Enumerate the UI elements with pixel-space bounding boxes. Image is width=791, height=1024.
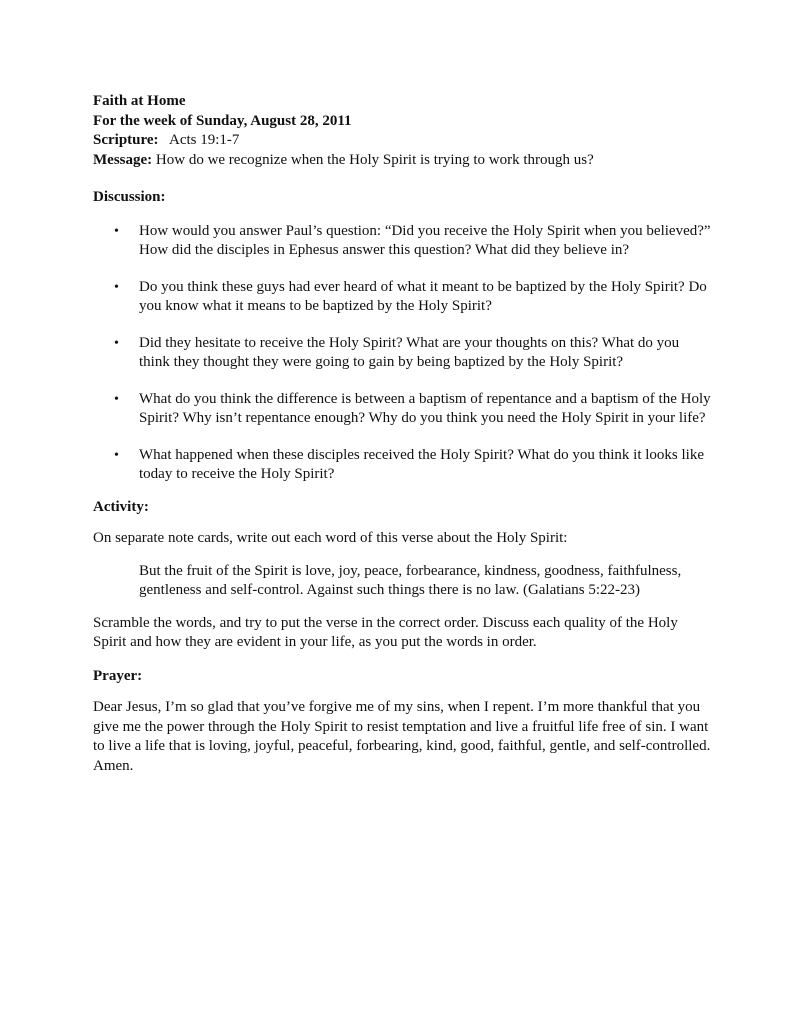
prayer-text: Dear Jesus, I’m so glad that you’ve forgive me of my sins, when I repent. I’m more thankful that you give me the power through the Holy Spirit to resist temptation and live a fruitful life free of sin. I want to live a life that is loving, joyful, peaceful, forbearing, kind, good, faithful, gentle, and self-controlled. Amen. xyxy=(93,699,711,774)
message-label: Message: xyxy=(93,151,153,168)
scripture-line xyxy=(93,131,713,151)
bullet-icon: • xyxy=(114,335,119,351)
verse-quote: But the fruit of the Spirit is love, joy, peace, forbearance, kindness, goodness, faithfulness, gentleness and self-control. Against such things there is no law. (Galatians 5:22-23) xyxy=(139,562,682,598)
activity-intro: On separate note cards, write out each word of this verse about the Holy Spirit: xyxy=(93,530,568,546)
prayer-heading: Prayer: xyxy=(93,667,143,684)
list-item xyxy=(93,390,713,429)
document-page xyxy=(93,92,713,776)
scripture-label: Scripture: xyxy=(93,132,159,148)
message-value: How do we recognize when the Holy Spirit is trying to work through us? xyxy=(155,151,594,168)
question-text: What happened when these disciples received the Holy Spirit? What do you think it looks like today to receive the Holy Spirit? xyxy=(139,446,705,482)
activity-heading: Activity: xyxy=(93,498,149,515)
message-line xyxy=(93,151,713,171)
bullet-icon: • xyxy=(114,447,119,463)
question-text: How would you answer Paul’s question: “Did you receive the Holy Spirit when you believed?” How did the disciples in Ephesus answer this question? What did they believe in? xyxy=(139,222,711,258)
bullet-icon: • xyxy=(114,391,119,407)
list-item xyxy=(93,222,713,261)
activity-instructions: Scramble the words, and try to put the verse in the correct order. Discuss each quality of the Holy Spirit and how they are evident in your life, as you put the words in order. xyxy=(93,614,678,650)
discussion-heading: Discussion: xyxy=(93,189,166,205)
doc-title: Faith at Home xyxy=(93,93,186,109)
question-text: What do you think the difference is between a baptism of repentance and a baptism of the Holy Spirit? Why isn’t repentance enough? Why do you think you need the Holy Spirit in your life? xyxy=(139,390,711,426)
list-item xyxy=(93,334,713,373)
bullet-icon: • xyxy=(114,223,119,239)
list-item xyxy=(93,446,713,485)
bullet-icon: • xyxy=(114,279,119,295)
question-text: Did they hesitate to receive the Holy Spirit? What are your thoughts on this? What do you think they thought they were going to gain by being baptized by the Holy Spirit? xyxy=(139,334,680,370)
question-text: Do you think these guys had ever heard of what it meant to be baptized by the Holy Spirit? Do you know what it means to be baptized by the Holy Spirit? xyxy=(139,278,707,314)
list-item xyxy=(93,278,713,317)
scripture-value: Acts 19:1-7 xyxy=(168,132,240,148)
week-line: For the week of Sunday, August 28, 2011 xyxy=(93,112,352,129)
discussion-list xyxy=(93,222,713,485)
